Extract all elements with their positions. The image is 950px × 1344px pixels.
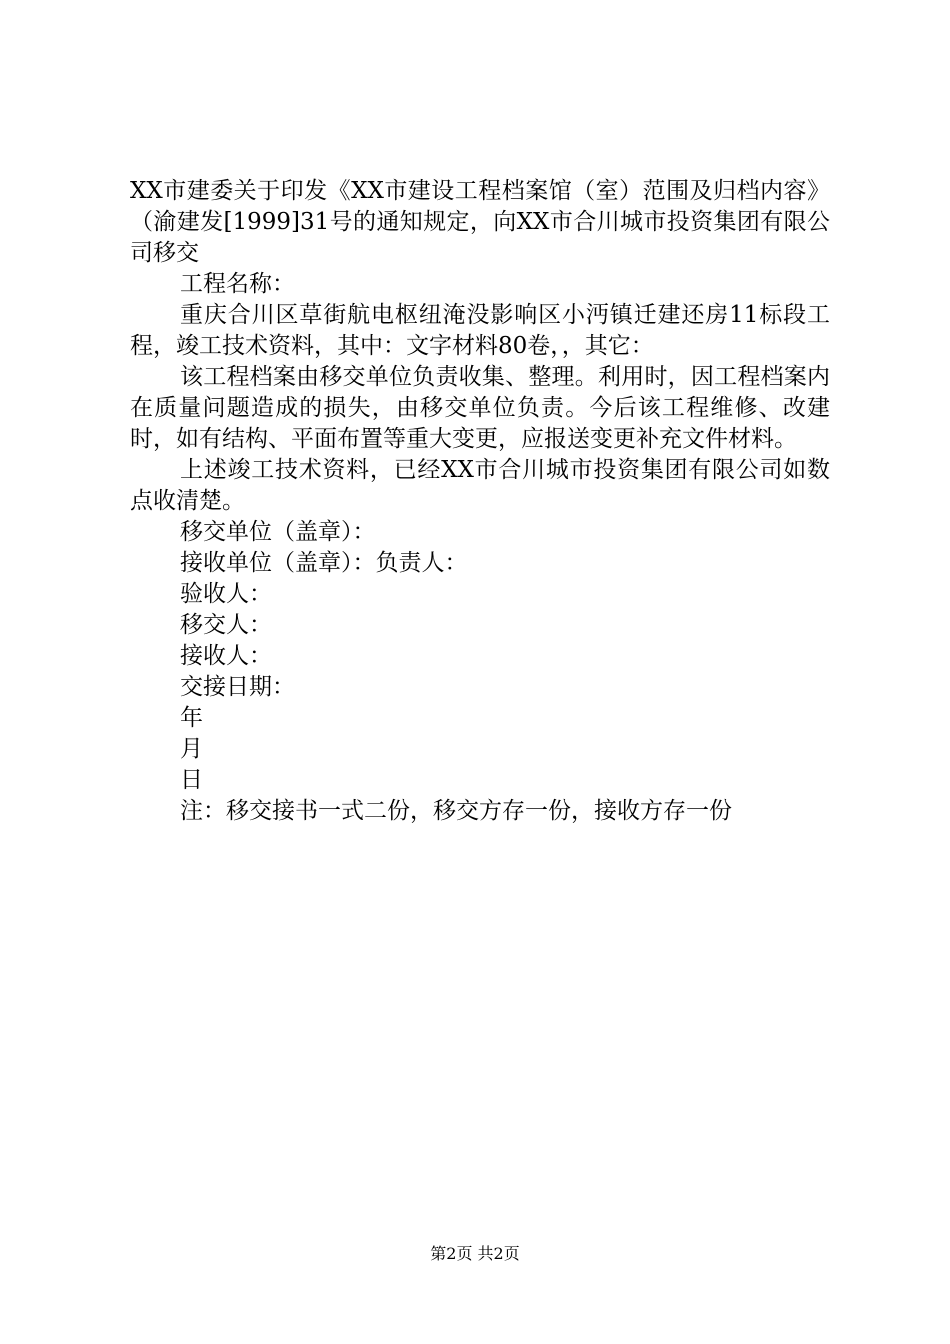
document-body: [130, 176, 830, 827]
project-description-paragraph: 重庆合川区草街航电枢纽淹没影响区小沔镇迁建还房11标段工程，竣工技术资料，其中：文字材料80卷，，其它：: [130, 302, 830, 359]
date-day-label: 日: [180, 767, 203, 793]
project-name-label: 工程名称：: [180, 271, 295, 297]
intro-paragraph: XX市建委关于印发《XX市建设工程档案馆（室）范围及归档内容》（渝建发[1999]31号的通知规定，向XX市合川城市投资集团有限公司移交: [130, 178, 830, 266]
responsibility-paragraph: 该工程档案由移交单位负责收集、整理。利用时，因工程档案内在质量问题造成的损失，由移交单位负责。今后该工程维修、改建时，如有结构、平面布置等重大变更，应报送变更补充文件材料。: [130, 364, 830, 452]
date-year-label: 年: [180, 705, 203, 731]
inspector-field: 验收人：: [180, 581, 272, 607]
copies-note: 注：移交接书一式二份，移交方存一份，接收方存一份: [180, 798, 732, 824]
handover-date-field: 交接日期：: [180, 674, 295, 700]
page-footer: 第2页 共2页: [430, 1244, 520, 1263]
date-month-label: 月: [180, 736, 203, 762]
receipt-confirmation-paragraph: 上述竣工技术资料，已经XX市合川城市投资集团有限公司如数点收清楚。: [130, 457, 830, 514]
receiver-field: 接收人：: [180, 643, 272, 669]
transferring-unit-field: 移交单位（盖章）：: [180, 519, 376, 545]
receiving-unit-field: 接收单位（盖章）：负责人：: [180, 550, 468, 576]
transferor-field: 移交人：: [180, 612, 272, 638]
